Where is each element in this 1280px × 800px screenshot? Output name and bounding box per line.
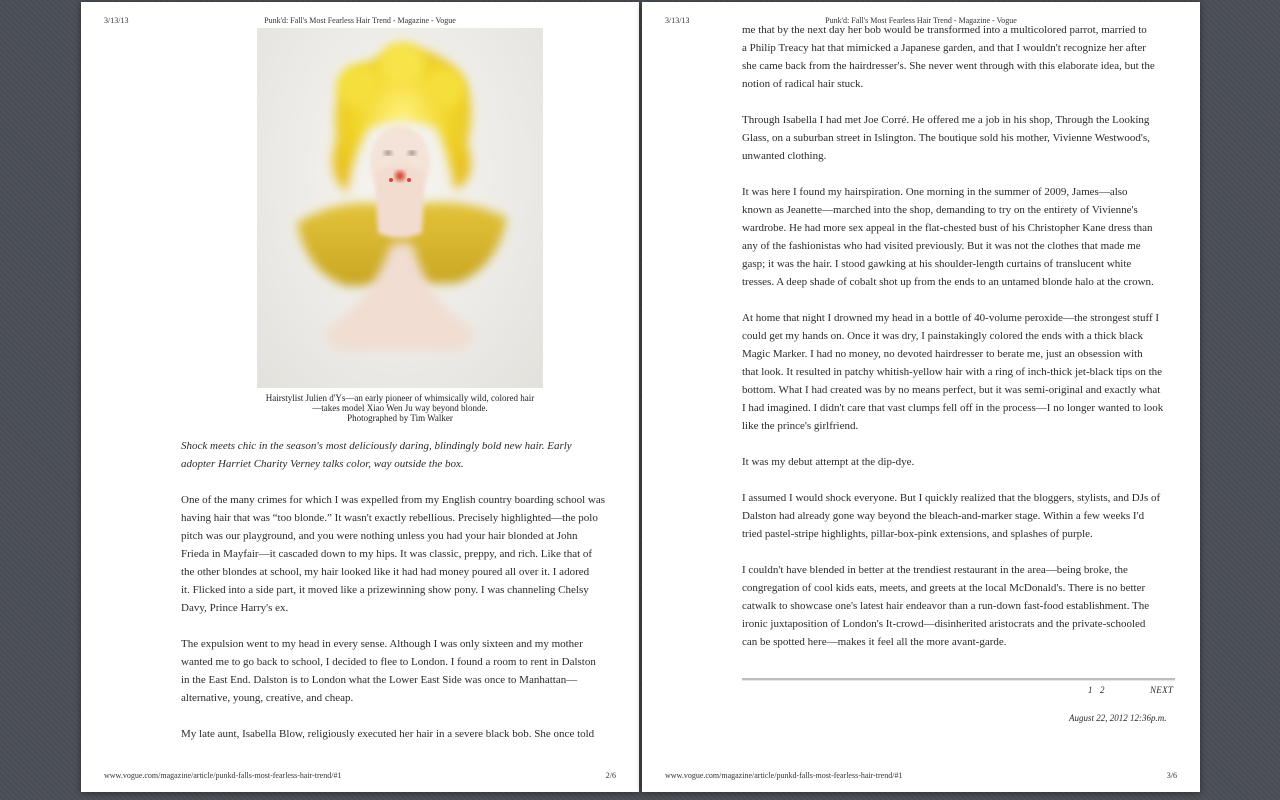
page-header-title: Punk'd: Fall's Most Fearless Hair Trend - Magazine - Vogue <box>825 16 1017 25</box>
dateline-text: August 22, 2012 12:36p.m. <box>1069 713 1167 723</box>
text-line: having hair that was “too blonde.” It wasn't exactly rebellious. Precisely highlighted—the polo <box>181 512 598 524</box>
article-dateline <box>742 713 1175 727</box>
text-line: It was here I found my hairspiration. One morning in the summer of 2009, James—also <box>742 186 1128 198</box>
text-line: a Philip Treacy hat that mimicked a Japanese garden, and that I wouldn't recognize her after <box>742 42 1146 54</box>
document-page-left <box>81 2 639 792</box>
article-body-left <box>181 437 614 761</box>
paragraph <box>742 489 1175 543</box>
text-line: the other blondes at school, my hair looked like it had had money poured all over it. I adored <box>181 566 590 578</box>
text-line: gasp; it was the hair. I stood gawking at his shoulder-length curtains of translucent white <box>742 258 1132 270</box>
paragraph <box>742 183 1175 291</box>
text-line: I assumed I would shock everyone. But I quickly realized that the bloggers, stylists, and DJs of <box>742 492 1161 504</box>
article-divider <box>742 678 1175 681</box>
text-line: like the prince's girlfriend. <box>742 420 859 432</box>
caption-line: Hairstylist Julien d'Ys—an early pioneer of whimsically wild, colored hair <box>265 393 535 403</box>
page-header-title: Punk'd: Fall's Most Fearless Hair Trend - Magazine - Vogue <box>264 16 456 25</box>
text-line: It was my debut attempt at the dip-dye. <box>742 456 915 468</box>
page-header-date: 3/13/13 <box>104 16 129 25</box>
text-line: can be spotted here—makes it feel all the more avant-garde. <box>742 636 1007 648</box>
paragraph <box>742 561 1175 651</box>
pagination-page-2-link[interactable]: 2 <box>1100 685 1105 695</box>
text-line: I had imagined. I didn't care that vast clumps fell off in the process—I no longer wanted to look <box>742 402 1164 414</box>
paragraph <box>181 491 614 617</box>
page-footer-url: www.vogue.com/magazine/article/punkd-falls-most-fearless-hair-trend/#1 <box>665 771 903 780</box>
paragraph <box>742 453 1175 471</box>
text-line: One of the many crimes for which I was expelled from my English country boarding school was <box>181 494 606 506</box>
text-line: alternative, young, creative, and cheap. <box>181 692 354 704</box>
text-line: wardrobe. He had more sex appeal in the flat-chested bust of his Christopher Kane dress than <box>742 222 1153 234</box>
caption-line: —takes model Xiao Wen Ju way beyond blonde. <box>312 403 488 413</box>
text-line: My late aunt, Isabella Blow, religiously executed her hair in a severe black bob. She once told <box>181 728 595 740</box>
text-line: adopter Harriet Charity Verney talks color, way outside the box. <box>181 458 464 470</box>
text-line: congregation of cool kids eats, meets, and greets at the local McDonald's. There is no better <box>742 582 1146 594</box>
portrait-illustration-icon <box>257 28 543 388</box>
text-line: notion of radical hair stuck. <box>742 78 864 90</box>
text-line: pitch was our playground, and you were nothing unless you had your hair blonded at John <box>181 530 578 542</box>
text-line: me that by the next day her bob would be transformed into a multicolored parrot, married to <box>742 24 1147 36</box>
text-line: bottom. What I had created was by no means perfect, but it was semi-original and exactly what <box>742 384 1161 396</box>
paragraph <box>742 111 1175 165</box>
document-page-right <box>642 2 1200 792</box>
article-intro <box>181 437 614 473</box>
text-line: could get my hands on. Once it was dry, I painstakingly colored the ends with a thick black <box>742 330 1143 342</box>
page-footer-number: 3/6 <box>1166 771 1177 780</box>
page-footer-number: 2/6 <box>605 771 616 780</box>
text-line: The expulsion went to my head in every sense. Although I was only sixteen and my mother <box>181 638 583 650</box>
text-line: Through Isabella I had met Joe Corré. He offered me a job in his shop, Through the Looking <box>742 114 1150 126</box>
image-caption <box>257 393 543 423</box>
text-line: tried pastel-stripe highlights, pillar-box-pink extensions, and splashes of purple. <box>742 528 1093 540</box>
paragraph <box>181 725 614 743</box>
text-line: Glass, on a suburban street in Islington. The boutique sold his mother, Vivienne Westwood's, <box>742 132 1150 144</box>
text-line: Davy, Prince Harry's ex. <box>181 602 289 614</box>
text-line: ironic juxtaposition of London's It-crowd—disinherited aristocrats and the private-schooled <box>742 618 1146 630</box>
text-line: Magic Marker. I had no money, no devoted hairdresser to berate me, just an obsession with <box>742 348 1143 360</box>
page-header-date: 3/13/13 <box>665 16 690 25</box>
article-body-right <box>742 21 1175 669</box>
text-line: that look. It resulted in patchy whitish-yellow hair with a ring of inch-thick jet-black tips on the <box>742 366 1163 378</box>
text-line: Frieda in Mayfair—it cascaded down to my hips. It was classic, preppy, and rich. Like that of <box>181 548 593 560</box>
paragraph <box>742 21 1175 93</box>
paragraph <box>742 309 1175 435</box>
text-line: I couldn't have blended in better at the trendiest restaurant in the area—being broke, the <box>742 564 1128 576</box>
text-line: in the East End. Dalston is to London what the Lower East Side was once to Manhattan— <box>181 674 578 686</box>
text-line: unwanted clothing. <box>742 150 827 162</box>
model-portrait-image <box>257 28 543 388</box>
text-line: any of the fashionistas who had visited previously. But it was not the clothes that made me <box>742 240 1141 252</box>
text-line: she came back from the hairdresser's. She never went through with this elaborate idea, but the <box>742 60 1155 72</box>
text-line: Dalston had already gone way beyond the bleach-and-marker stage. Within a few weeks I'd <box>742 510 1145 522</box>
pagination-page-1-link[interactable]: 1 <box>1088 685 1093 695</box>
pagination-next-link[interactable]: NEXT <box>1150 685 1174 695</box>
text-line: wanted me to go back to school, I decided to flee to London. I found a room to rent in Dalston <box>181 656 596 668</box>
text-line: it. Flicked into a side part, it moved like a prizewinning show pony. I was channeling Chelsy <box>181 584 589 596</box>
text-line: At home that night I drowned my head in a bottle of 40-volume peroxide—the strongest stuff I <box>742 312 1160 324</box>
pagination <box>742 685 1175 699</box>
text-line: tresses. A deep shade of cobalt shot up from the ends to an untamed blonde halo at the crown. <box>742 276 1154 288</box>
paragraph <box>181 635 614 707</box>
text-line: known as Jeanette—marched into the shop, demanding to try on the entirety of Vivienne's <box>742 204 1138 216</box>
page-footer-url: www.vogue.com/magazine/article/punkd-falls-most-fearless-hair-trend/#1 <box>104 771 342 780</box>
text-line: catwalk to showcase one's latest hair endeavor than a run-down fast-food establishment. The <box>742 600 1150 612</box>
text-line: Shock meets chic in the season's most deliciously daring, blindingly bold new hair. Early <box>181 440 572 452</box>
caption-line: Photographed by Tim Walker <box>347 413 453 423</box>
